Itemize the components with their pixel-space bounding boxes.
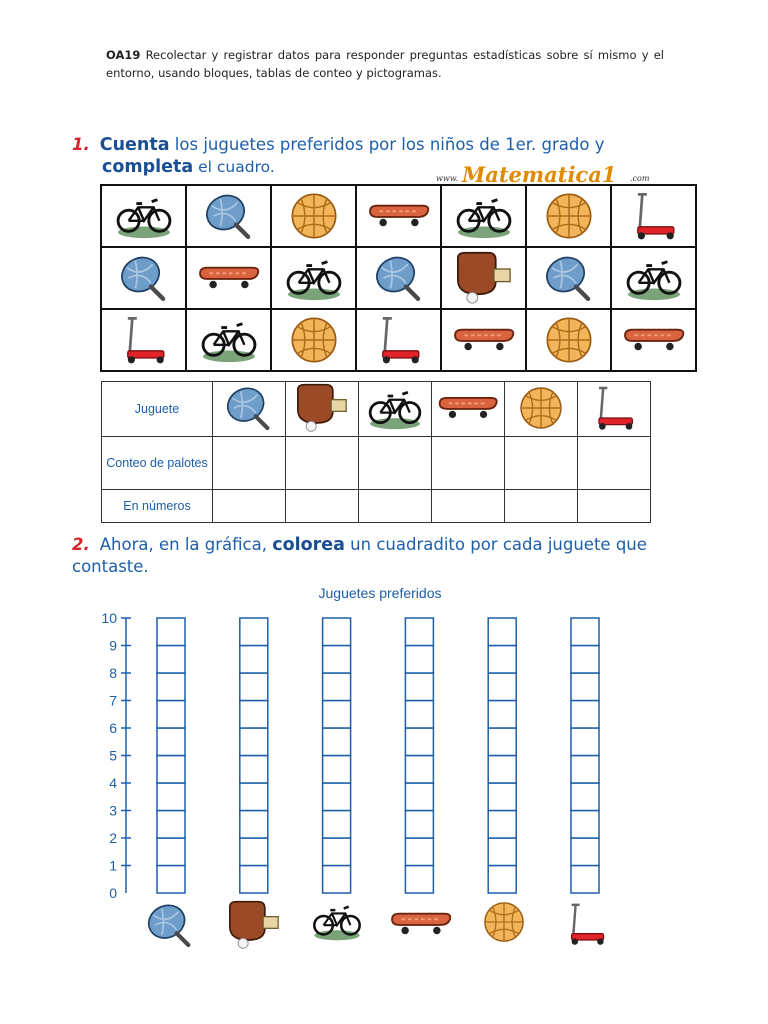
bar-columns bbox=[157, 618, 599, 893]
bar-cell[interactable] bbox=[240, 701, 268, 729]
bar-cell[interactable] bbox=[240, 838, 268, 866]
paddle-icon bbox=[290, 383, 354, 433]
tally-toy-cell bbox=[359, 382, 432, 437]
skateboard-icon bbox=[366, 202, 432, 230]
logo-www: www. bbox=[436, 174, 459, 183]
bar-cell[interactable] bbox=[323, 646, 351, 674]
bar-cell[interactable] bbox=[571, 673, 599, 701]
racket-icon bbox=[541, 252, 597, 304]
bar-cell[interactable] bbox=[488, 811, 516, 839]
logo-name: Matematica1 bbox=[462, 162, 617, 187]
question-1-verb-count: Cuenta bbox=[99, 135, 170, 155]
tally-mark-cell[interactable] bbox=[505, 437, 578, 490]
tally-number-cell[interactable] bbox=[286, 490, 359, 523]
objective-text: Recolectar y registrar datos para responder preguntas estadísticas sobre sí mismo y el entorno, usando bloques, tablas de conteo y pictogramas. bbox=[106, 48, 664, 80]
y-axis bbox=[101, 610, 131, 900]
bar-cell[interactable] bbox=[240, 783, 268, 811]
bar-cell[interactable] bbox=[157, 811, 185, 839]
tally-toy-cell bbox=[213, 382, 286, 437]
y-tick-label: 8 bbox=[109, 665, 117, 681]
y-tick-label: 0 bbox=[109, 885, 117, 900]
tally-toy-cell bbox=[505, 382, 578, 437]
skateboard-icon bbox=[621, 326, 687, 354]
tally-row-numbers bbox=[102, 490, 651, 523]
y-tick-label: 7 bbox=[109, 692, 117, 709]
bar-cell[interactable] bbox=[571, 756, 599, 784]
bar-cell[interactable] bbox=[157, 783, 185, 811]
toy-grid-cell bbox=[186, 309, 271, 371]
toy-grid-row bbox=[101, 247, 696, 309]
tally-label-toy: Juguete bbox=[102, 382, 213, 437]
toy-grid-cell bbox=[611, 185, 696, 247]
bar-cell[interactable] bbox=[405, 783, 433, 811]
bar-cell[interactable] bbox=[488, 673, 516, 701]
bar-cell[interactable] bbox=[405, 756, 433, 784]
question-2-number: 2. bbox=[72, 535, 90, 554]
bar-column-skateboard bbox=[405, 618, 433, 893]
toy-grid-cell bbox=[611, 309, 696, 371]
bar-cell[interactable] bbox=[488, 866, 516, 894]
toy-grid-cell bbox=[271, 309, 356, 371]
question-2 bbox=[72, 534, 672, 578]
y-tick-label: 4 bbox=[109, 775, 117, 791]
tally-toy-cell bbox=[286, 382, 359, 437]
toy-grid-cell bbox=[441, 309, 526, 371]
bar-cell[interactable] bbox=[240, 646, 268, 674]
toy-grid-cell bbox=[271, 247, 356, 309]
bar-cell[interactable] bbox=[571, 701, 599, 729]
skateboard-icon bbox=[388, 910, 454, 938]
scooter-icon bbox=[627, 189, 681, 243]
question-2-text-a: Ahora, en la gráfica, bbox=[99, 535, 273, 554]
question-1-text-b: el cuadro. bbox=[193, 158, 275, 176]
tally-number-cell[interactable] bbox=[578, 490, 651, 523]
bar-cell[interactable] bbox=[240, 618, 268, 646]
toy-grid-cell bbox=[356, 185, 441, 247]
y-tick-label: 10 bbox=[101, 610, 117, 626]
bar-cell[interactable] bbox=[571, 783, 599, 811]
skateboard-icon bbox=[451, 326, 517, 354]
scooter-icon bbox=[372, 313, 426, 367]
bike-icon bbox=[114, 192, 174, 240]
bike-icon bbox=[366, 385, 424, 431]
bar-column-racket bbox=[157, 618, 185, 893]
objective-code: OA19 bbox=[106, 48, 141, 62]
toy-grid-cell bbox=[611, 247, 696, 309]
tally-mark-cell[interactable] bbox=[213, 437, 286, 490]
toy-grid-cell bbox=[101, 185, 186, 247]
bar-cell[interactable] bbox=[157, 866, 185, 894]
bar-cell[interactable] bbox=[323, 673, 351, 701]
tally-number-cell[interactable] bbox=[432, 490, 505, 523]
bar-cell[interactable] bbox=[323, 811, 351, 839]
scooter-icon bbox=[589, 383, 639, 433]
logo-com: .com bbox=[630, 174, 650, 183]
bar-cell[interactable] bbox=[571, 728, 599, 756]
paddle-icon bbox=[451, 251, 517, 305]
bar-cell[interactable] bbox=[240, 728, 268, 756]
bar-cell[interactable] bbox=[323, 866, 351, 894]
ball-icon bbox=[289, 315, 339, 365]
toy-grid-cell bbox=[526, 309, 611, 371]
toy-grid-cell bbox=[356, 309, 441, 371]
bar-cell[interactable] bbox=[240, 673, 268, 701]
toy-grid-row bbox=[101, 185, 696, 247]
tally-number-cell[interactable] bbox=[213, 490, 286, 523]
bar-cell[interactable] bbox=[571, 866, 599, 894]
toy-grid-cell bbox=[101, 247, 186, 309]
bar-cell[interactable] bbox=[488, 756, 516, 784]
y-tick-label: 5 bbox=[109, 747, 117, 764]
racket-icon bbox=[116, 252, 172, 304]
bar-cell[interactable] bbox=[405, 838, 433, 866]
bike-icon bbox=[284, 254, 344, 302]
tally-toy-cell bbox=[578, 382, 651, 437]
bar-cell[interactable] bbox=[240, 756, 268, 784]
learning-objective bbox=[106, 46, 664, 82]
tally-label-marks: Conteo de palotes bbox=[102, 437, 213, 490]
bar-cell[interactable] bbox=[405, 866, 433, 894]
matematica1-logo bbox=[434, 164, 662, 186]
toy-grid-row bbox=[101, 309, 696, 371]
bar-cell[interactable] bbox=[157, 673, 185, 701]
tally-table bbox=[101, 381, 651, 523]
toy-grid-cell bbox=[526, 247, 611, 309]
bar-column-bike bbox=[323, 618, 351, 893]
toy-grid-cell bbox=[441, 185, 526, 247]
bar-cell[interactable] bbox=[323, 701, 351, 729]
ball-icon bbox=[482, 900, 526, 944]
tally-number-cell[interactable] bbox=[505, 490, 578, 523]
racket-icon bbox=[142, 900, 198, 950]
skateboard-icon bbox=[196, 264, 262, 292]
racket-icon bbox=[201, 190, 257, 242]
bike-icon bbox=[454, 192, 514, 240]
question-1-text-a: los juguetes preferidos por los niños de 1er. grado y bbox=[169, 135, 605, 154]
tally-row-toy bbox=[102, 382, 651, 437]
toy-grid-cell bbox=[356, 247, 441, 309]
scooter-icon bbox=[560, 900, 612, 948]
scooter-icon bbox=[117, 313, 171, 367]
bar-cell[interactable] bbox=[488, 701, 516, 729]
bar-cell[interactable] bbox=[405, 673, 433, 701]
toy-grid-cell bbox=[441, 247, 526, 309]
y-tick-label: 9 bbox=[109, 637, 117, 654]
bar-cell[interactable] bbox=[157, 838, 185, 866]
toy-grid-cell bbox=[271, 185, 356, 247]
y-tick-label: 3 bbox=[109, 802, 117, 819]
ball-icon bbox=[544, 191, 594, 241]
chart-title: Juguetes preferidos bbox=[318, 585, 442, 601]
ball-icon bbox=[518, 385, 564, 431]
bar-cell[interactable] bbox=[157, 646, 185, 674]
racket-icon bbox=[371, 252, 427, 304]
toy-grid-cell bbox=[101, 309, 186, 371]
y-tick-label: 1 bbox=[109, 857, 117, 874]
question-2-verb: colorea bbox=[272, 535, 345, 555]
bar-cell[interactable] bbox=[240, 866, 268, 894]
bike-icon bbox=[624, 254, 684, 302]
bar-cell[interactable] bbox=[157, 618, 185, 646]
bar-cell[interactable] bbox=[571, 811, 599, 839]
question-1-verb-complete: completa bbox=[102, 157, 194, 177]
bar-cell[interactable] bbox=[571, 838, 599, 866]
toy-grid bbox=[100, 184, 697, 372]
bar-column-paddle bbox=[240, 618, 268, 893]
bike-icon bbox=[310, 900, 364, 942]
skateboard-icon bbox=[436, 394, 500, 422]
tally-toy-cell bbox=[432, 382, 505, 437]
tally-row-marks bbox=[102, 437, 651, 490]
bar-cell[interactable] bbox=[405, 811, 433, 839]
question-2-text-b: un cuadradito por cada juguete que contaste. bbox=[72, 535, 647, 576]
bar-cell[interactable] bbox=[571, 646, 599, 674]
bar-cell[interactable] bbox=[405, 701, 433, 729]
bar-chart bbox=[80, 600, 680, 900]
tally-mark-cell[interactable] bbox=[359, 437, 432, 490]
bar-cell[interactable] bbox=[405, 618, 433, 646]
bar-cell[interactable] bbox=[571, 618, 599, 646]
ball-icon bbox=[289, 191, 339, 241]
tally-mark-cell[interactable] bbox=[432, 437, 505, 490]
bar-cell[interactable] bbox=[323, 838, 351, 866]
tally-number-cell[interactable] bbox=[359, 490, 432, 523]
toy-grid-cell bbox=[526, 185, 611, 247]
bar-cell[interactable] bbox=[157, 701, 185, 729]
ball-icon bbox=[544, 315, 594, 365]
toy-grid-cell bbox=[186, 247, 271, 309]
bar-cell[interactable] bbox=[323, 756, 351, 784]
tally-mark-cell[interactable] bbox=[578, 437, 651, 490]
paddle-icon bbox=[222, 900, 286, 950]
bar-cell[interactable] bbox=[157, 728, 185, 756]
bar-cell[interactable] bbox=[157, 756, 185, 784]
bar-cell[interactable] bbox=[240, 811, 268, 839]
toy-grid-cell bbox=[186, 185, 271, 247]
bar-cell[interactable] bbox=[488, 618, 516, 646]
y-tick-label: 6 bbox=[109, 720, 117, 736]
bar-cell[interactable] bbox=[323, 618, 351, 646]
bar-column-scooter bbox=[571, 618, 599, 893]
bar-column-ball bbox=[488, 618, 516, 893]
bar-cell[interactable] bbox=[488, 838, 516, 866]
tally-mark-cell[interactable] bbox=[286, 437, 359, 490]
tally-label-numbers: En números bbox=[102, 490, 213, 523]
bar-cell[interactable] bbox=[323, 728, 351, 756]
bar-cell[interactable] bbox=[488, 783, 516, 811]
racket-icon bbox=[220, 383, 278, 433]
bar-cell[interactable] bbox=[405, 728, 433, 756]
bike-icon bbox=[199, 316, 259, 364]
y-tick-label: 2 bbox=[109, 830, 117, 846]
bar-cell[interactable] bbox=[405, 646, 433, 674]
bar-cell[interactable] bbox=[488, 646, 516, 674]
question-1-number: 1. bbox=[72, 135, 90, 154]
bar-cell[interactable] bbox=[488, 728, 516, 756]
bar-cell[interactable] bbox=[323, 783, 351, 811]
